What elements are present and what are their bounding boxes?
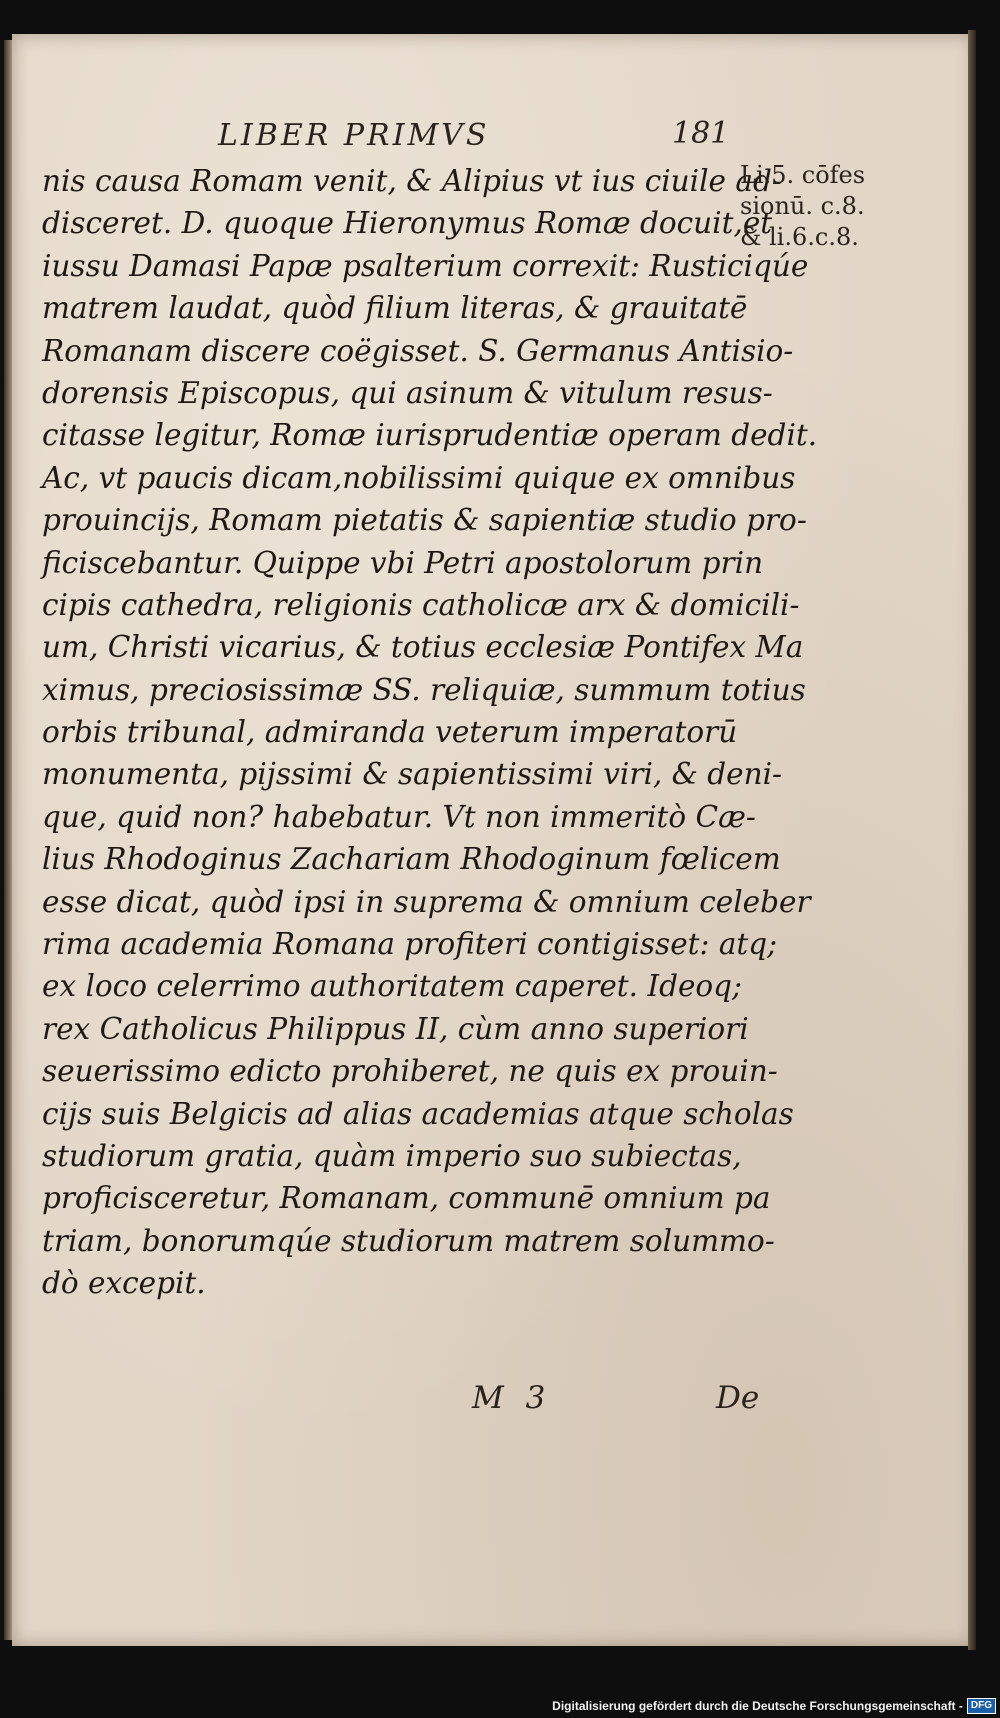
text-line: matrem laudat, quòd filium literas, & grauitatē [42,291,748,326]
text-line: rex Catholicus Philippus II, cùm anno superiori [42,1011,749,1046]
marginal-note [740,160,900,253]
text-line: dorensis Episcopus, qui asinum & vitulum resus- [42,375,773,410]
text-line: nis causa Romam venit, & Alipius vt ius ciuile ad- [42,164,782,198]
text-line: ex loco celerrimo authoritatem caperet. Ideoq; [42,969,742,1004]
credit-text: Digitalisierung gefördert durch die Deutsche Forschungsgemeinschaft - [552,1699,963,1713]
text-line: monumenta, pijssimi & sapientissimi viri, & deni- [42,757,783,792]
text-line: ficiscebantur. Quippe vbi Petri apostolorum prin [42,545,764,580]
text-line: seuerissimo edicto prohiberet, ne quis ex prouin- [42,1054,778,1089]
text-line: orbis tribunal, admiranda veterum imperatorū [42,715,738,750]
page-number: 181 [672,116,730,151]
text-line: que, quid non? habebatur. Vt non immeritò Cæ- [42,799,756,834]
text-line: esse dicat, quòd ipsi in suprema & omnium celeber [42,884,811,919]
text-line: prouincijs, Romam pietatis & sapientiæ studio pro- [42,503,807,538]
text-line: studiorum gratia, quàm imperio suo subiectas, [42,1138,742,1173]
text-line: rima academia Romana profiteri contigisset: atq; [42,927,778,962]
text-line: iussu Damasi Papæ psalterium correxit: Rusticiqúe [42,248,809,283]
text-line: cipis cathedra, religionis catholicæ arx & domicili- [42,587,800,622]
text-line: dò excepit. [42,1266,206,1301]
text-line: lius Rhodoginus Zachariam Rhodoginum fœlicem [42,842,781,877]
catchword: De [716,1380,760,1416]
marginal-note-line: sionū. c.8. [740,192,865,220]
marginal-note-line: Li.5. cōfes [740,161,866,189]
text-line: Romanam discere coëgisset. S. Germanus Antisio- [42,333,794,368]
text-line: ximus, preciosissimæ SS. reliquiæ, summum totius [42,672,806,707]
running-head: LIBER PRIMVS [218,118,490,153]
digitization-credit [552,1698,996,1714]
text-line: disceret. D. quoque Hieronymus Romæ docuit,et [42,206,773,241]
signature-mark: M 3 [472,1380,552,1416]
text-line: Ac, vt paucis dicam,nobilissimi quique ex omnibus [42,460,796,495]
marginal-note-line: & li.6.c.8. [740,223,859,251]
text-line: citasse legitur, Romæ iurisprudentiæ operam dedit. [42,418,818,453]
text-line: triam, bonorumqúe studiorum matrem solummo- [42,1223,775,1258]
page-fore-edge [968,30,976,1650]
text-line: proficisceretur, Romanam, communē omnium pa [42,1181,771,1216]
text-line: um, Christi vicarius, & totius ecclesiæ Pontifex Ma [42,630,804,665]
text-line: cijs suis Belgicis ad alias academias atque scholas [42,1096,794,1131]
dfg-logo: DFG [967,1698,996,1714]
